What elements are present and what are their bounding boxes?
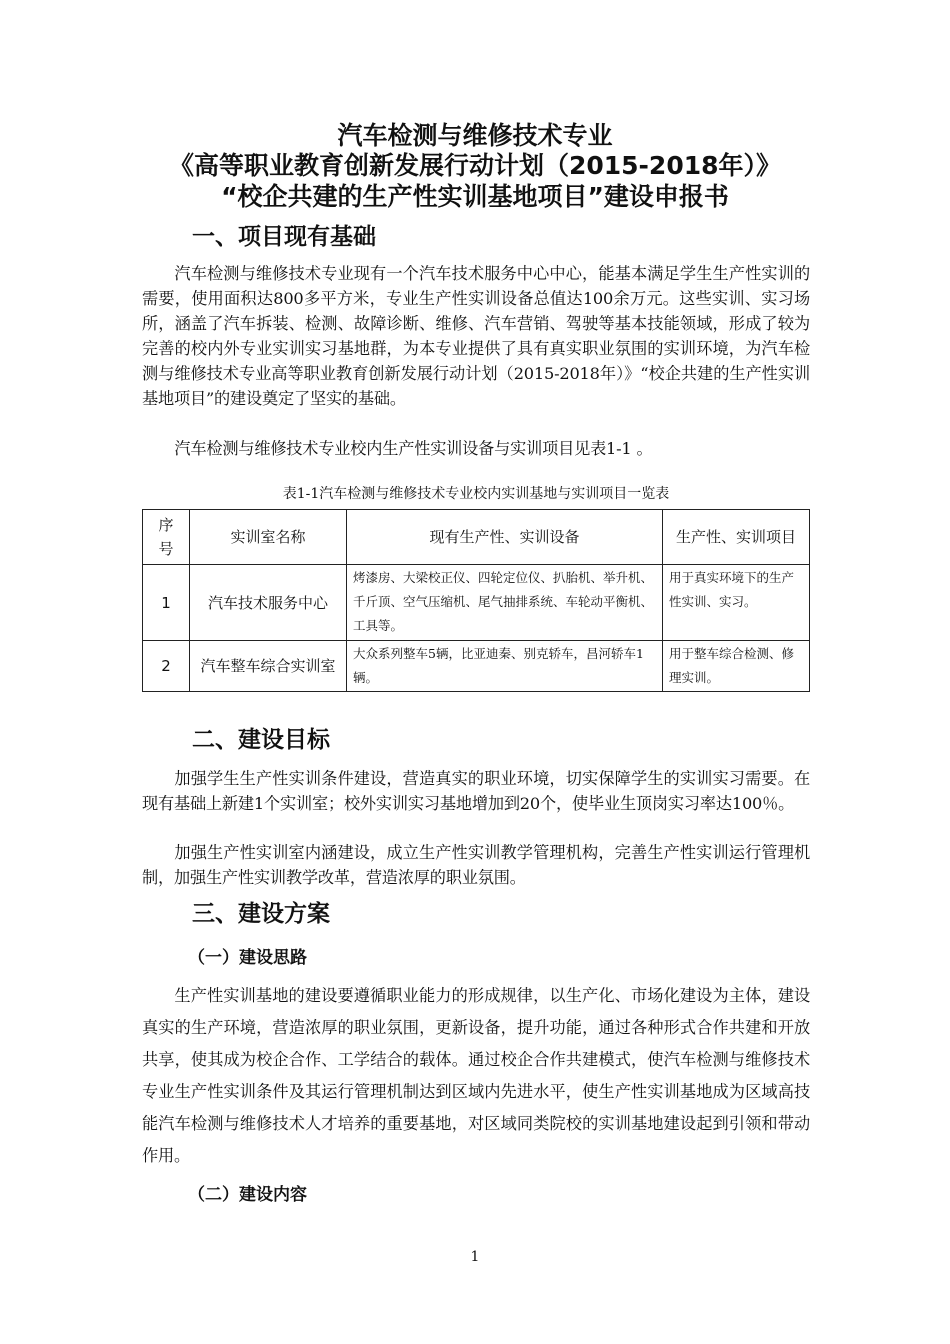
- table-row: [143, 641, 810, 692]
- doc-title-line1: 汽车检测与维修技术专业: [337, 121, 613, 150]
- header-room: 实训室名称: [190, 510, 347, 565]
- section3-subheading2: （二）建设内容: [188, 1185, 307, 1205]
- table-row: [143, 565, 810, 641]
- row-project: 用于真实环境下的生产性实训、实习。: [663, 565, 810, 641]
- doc-title-line2: 《高等职业教育创新发展行动计划（2015-2018年）》: [168, 151, 782, 180]
- section2-heading: 二、建设目标: [192, 727, 330, 753]
- table-header-row: [143, 510, 810, 565]
- table-caption: 表1-1汽车检测与维修技术专业校内实训基地与实训项目一览表: [282, 486, 670, 502]
- doc-title-line3: “校企共建的生产性实训基地项目”建设申报书: [221, 182, 729, 211]
- row-equipment: 烤漆房、大梁校正仪、四轮定位仪、扒胎机、举升机、千斤顶、空气压缩机、尾气抽排系统、车轮动平衡机、工具等。: [347, 565, 663, 641]
- header-num: 序号: [143, 510, 190, 565]
- section3-subheading1: （一）建设思路: [188, 948, 307, 968]
- section2-paragraph1: 加强学生生产性实训条件建设，营造真实的职业环境，切实保障学生的实训实习需要。在现有基础上新建1个实训室；校外实训实习基地增加到20个，使毕业生顶岗实习率达100％。: [142, 769, 810, 813]
- section2-paragraph2: 加强生产性实训室内涵建设，成立生产性实训教学管理机构，完善生产性实训运行管理机制，加强生产性实训教学改革，营造浓厚的职业氛围。: [142, 843, 810, 887]
- section1-paragraph2: 汽车检测与维修技术专业校内生产性实训设备与实训项目见表1-1 。: [174, 439, 653, 458]
- row-num: 1: [143, 565, 190, 641]
- section3-heading: 三、建设方案: [192, 901, 330, 927]
- section1-paragraph1: 汽车检测与维修技术专业现有一个汽车技术服务中心中心，能基本满足学生生产性实训的需要，使用面积达800多平方米，专业生产性实训设备总值达100余万元。这些实训、实习场所，涵盖了汽车拆装、检测、故障诊断、维修、汽车营销、驾驶等基本技能领域，形成了较为完善的校内外专业实训实习基地群，为本专业提供了具有真实职业氛围的实训环境，为汽车检测与维修技术专业高等职业教育创新发展行动计划（2015-2018年）》“校企共建的生产性实训基地项目”的建设奠定了坚实的基础。: [142, 264, 810, 408]
- row-room-name: 汽车技术服务中心: [190, 565, 347, 641]
- header-equipment: 现有生产性、实训设备: [347, 510, 663, 565]
- section1-heading: 一、项目现有基础: [192, 224, 376, 250]
- header-project: 生产性、实训项目: [663, 510, 810, 565]
- row-room-name: 汽车整车综合实训室: [190, 641, 347, 692]
- training-base-table: [142, 509, 810, 692]
- section3-paragraph1: 生产性实训基地的建设要遵循职业能力的形成规律，以生产化、市场化建设为主体，建设真实的生产环境，营造浓厚的职业氛围，更新设备，提升功能，通过各种形式合作共建和开放共享，使其成为校企合作、工学结合的载体。通过校企合作共建模式，使汽车检测与维修技术专业生产性实训条件及其运行管理机制达到区域内先进水平，使生产性实训基地成为区域高技能汽车检测与维修技术人才培养的重要基地，对区域同类院校的实训基地建设起到引领和带动作用。: [142, 986, 810, 1165]
- row-project: 用于整车综合检测、修理实训。: [663, 641, 810, 692]
- row-num: 2: [143, 641, 190, 692]
- page-number: 1: [470, 1249, 480, 1265]
- row-equipment: 大众系列整车5辆，比亚迪秦、别克轿车，昌河轿车1辆。: [347, 641, 663, 692]
